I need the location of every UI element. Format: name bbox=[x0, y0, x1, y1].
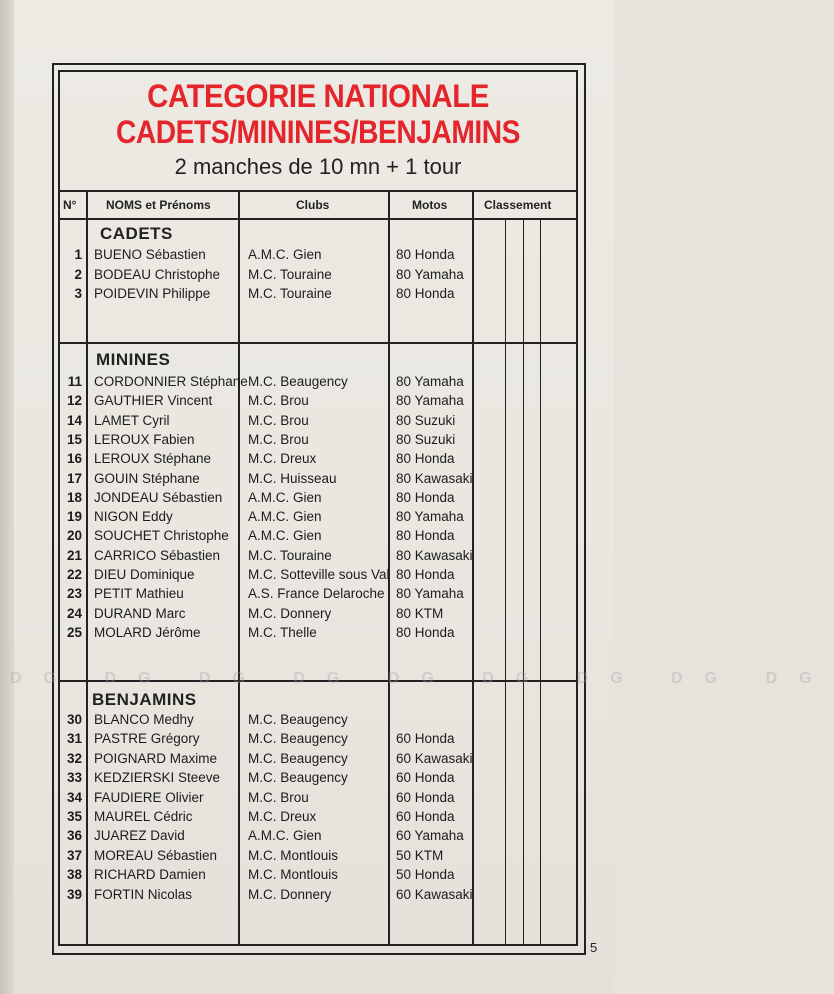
club-name: A.S. France Delaroche bbox=[248, 586, 385, 602]
rider-number: 16 bbox=[66, 451, 82, 467]
rider-name: PASTRE Grégory bbox=[94, 731, 200, 747]
table-row bbox=[58, 548, 478, 568]
rider-number: 25 bbox=[66, 624, 82, 640]
table-top-rule bbox=[58, 190, 578, 192]
club-name: A.M.C. Gien bbox=[248, 509, 322, 525]
rider-number: 37 bbox=[66, 847, 82, 863]
rider-number: 17 bbox=[66, 470, 82, 486]
motorcycle: 80 Honda bbox=[396, 528, 455, 544]
race-format-subtitle: 2 manches de 10 mn + 1 tour bbox=[174, 154, 462, 179]
header-names: NOMS et Prénoms bbox=[106, 198, 211, 212]
section-title-cadets: CADETS bbox=[100, 224, 173, 243]
club-name: M.C. Thelle bbox=[248, 624, 317, 640]
rider-name: LAMET Cyril bbox=[94, 412, 170, 428]
club-name: A.M.C. Gien bbox=[248, 489, 322, 505]
col-divider-rank-2 bbox=[523, 218, 524, 946]
rider-number: 38 bbox=[66, 867, 82, 883]
table-row bbox=[58, 567, 478, 587]
table-row bbox=[58, 432, 478, 452]
rider-number: 36 bbox=[66, 828, 82, 844]
table-row bbox=[58, 374, 478, 394]
club-name: M.C. Brou bbox=[248, 431, 309, 447]
table-row bbox=[58, 451, 478, 471]
rider-name: DIEU Dominique bbox=[94, 567, 195, 582]
rider-name: RICHARD Damien bbox=[94, 867, 206, 883]
table-row bbox=[58, 848, 478, 868]
rider-name: LEROUX Fabien bbox=[94, 431, 195, 447]
rider-name: MOREAU Sébastien bbox=[94, 847, 218, 863]
header-ranking: Classement bbox=[484, 198, 552, 212]
rider-number: 12 bbox=[66, 393, 82, 409]
motorcycle: 60 Kawasaki bbox=[396, 886, 473, 902]
table-row bbox=[58, 625, 478, 645]
club-name: M.C. Beaugency bbox=[248, 750, 348, 766]
motorcycle: 80 Honda bbox=[396, 624, 455, 640]
rider-number: 31 bbox=[66, 731, 82, 747]
header-clubs: Clubs bbox=[296, 198, 330, 212]
motorcycle: 80 Yamaha bbox=[396, 374, 464, 389]
motorcycle: 80 Yamaha bbox=[396, 393, 464, 409]
table-row bbox=[58, 247, 478, 267]
rider-number: 15 bbox=[66, 431, 82, 447]
motorcycle: 80 Honda bbox=[396, 489, 455, 505]
header-motos: Motos bbox=[412, 198, 448, 212]
motorcycle: 50 KTM bbox=[396, 847, 444, 863]
table-row bbox=[58, 809, 478, 829]
rider-number: 33 bbox=[66, 770, 82, 786]
table-row bbox=[58, 267, 478, 287]
table-row bbox=[58, 286, 478, 306]
rider-number: 14 bbox=[66, 412, 82, 428]
rider-name: POIDEVIN Philippe bbox=[94, 286, 211, 301]
table-row bbox=[58, 393, 478, 413]
table-row bbox=[58, 790, 478, 810]
rider-number: 34 bbox=[66, 789, 82, 805]
rider-name: DURAND Marc bbox=[94, 605, 186, 621]
motorcycle: 80 Yamaha bbox=[396, 586, 464, 602]
header-num: N° bbox=[63, 198, 77, 212]
rider-name: JONDEAU Sébastien bbox=[94, 489, 223, 505]
rider-number: 1 bbox=[74, 247, 82, 262]
rider-name: MAUREL Cédric bbox=[94, 809, 193, 824]
motorcycle: 80 Suzuki bbox=[396, 412, 456, 428]
motorcycle: 80 Suzuki bbox=[396, 431, 456, 447]
motorcycle: 80 Yamaha bbox=[396, 509, 464, 525]
table-row bbox=[58, 471, 478, 491]
club-name: M.C. Beaugency bbox=[248, 374, 348, 389]
club-name: M.C. Beaugency bbox=[248, 770, 348, 786]
rider-number: 19 bbox=[66, 509, 82, 525]
col-divider-rank-1 bbox=[505, 218, 506, 946]
club-name: M.C. Touraine bbox=[248, 266, 332, 282]
club-name: M.C. Donnery bbox=[248, 886, 332, 902]
section-title-minines: MININES bbox=[96, 350, 171, 369]
club-name: A.M.C. Gien bbox=[248, 247, 322, 262]
motorcycle: 80 Honda bbox=[396, 451, 455, 467]
table-row bbox=[58, 606, 478, 626]
motorcycle: 80 Kawasaki bbox=[396, 470, 473, 486]
table-row bbox=[58, 509, 478, 529]
table-row bbox=[58, 770, 478, 790]
club-name: M.C. Touraine bbox=[248, 286, 332, 301]
motorcycle: 80 KTM bbox=[396, 605, 444, 621]
section-divider-minines bbox=[58, 342, 578, 344]
motorcycle: 60 Honda bbox=[396, 789, 455, 805]
rider-number: 11 bbox=[67, 374, 82, 389]
rider-number: 3 bbox=[74, 286, 82, 301]
motorcycle: 80 Yamaha bbox=[396, 266, 464, 282]
club-name: M.C. Montlouis bbox=[248, 867, 339, 883]
club-name: M.C. Sotteville sous Val bbox=[248, 567, 390, 582]
rider-name: FORTIN Nicolas bbox=[94, 886, 193, 902]
rider-number: 18 bbox=[66, 489, 82, 505]
rider-number: 21 bbox=[66, 547, 82, 563]
table-header-rule bbox=[58, 218, 578, 220]
rider-number: 32 bbox=[66, 750, 82, 766]
rider-number: 23 bbox=[66, 586, 82, 602]
title-line-1: CATEGORIE NATIONALE bbox=[147, 78, 489, 114]
club-name: M.C. Donnery bbox=[248, 605, 332, 621]
rider-name: CORDONNIER Stéphane bbox=[94, 374, 248, 389]
rider-number: 24 bbox=[66, 605, 82, 621]
motorcycle: 80 Honda bbox=[396, 567, 455, 582]
table-row bbox=[58, 731, 478, 751]
rider-name: FAUDIERE Olivier bbox=[94, 789, 204, 805]
motorcycle: 60 Honda bbox=[396, 809, 455, 824]
table-row bbox=[58, 490, 478, 510]
rider-number: 35 bbox=[66, 809, 82, 824]
club-name: M.C. Huisseau bbox=[248, 470, 337, 486]
table-row bbox=[58, 528, 478, 548]
rider-name: GAUTHIER Vincent bbox=[94, 393, 213, 409]
club-name: A.M.C. Gien bbox=[248, 828, 322, 844]
page-binding-edge bbox=[0, 0, 14, 994]
club-name: M.C. Beaugency bbox=[248, 731, 348, 747]
club-name: M.C. Brou bbox=[248, 393, 309, 409]
club-name: M.C. Dreux bbox=[248, 809, 317, 824]
club-name: M.C. Beaugency bbox=[248, 712, 348, 727]
table-row bbox=[58, 887, 478, 907]
rider-name: PETIT Mathieu bbox=[94, 586, 184, 602]
rider-number: 30 bbox=[66, 712, 82, 727]
club-name: M.C. Montlouis bbox=[248, 847, 339, 863]
rider-name: BUENO Sébastien bbox=[94, 247, 206, 262]
watermark: DG DG DG DG DG DG DG DG DG bbox=[10, 670, 834, 687]
rider-name: BODEAU Christophe bbox=[94, 266, 221, 282]
section-title-benjamins: BENJAMINS bbox=[92, 690, 197, 709]
motorcycle: 80 Kawasaki bbox=[396, 547, 473, 563]
rider-name: MOLARD Jérôme bbox=[94, 624, 201, 640]
rider-name: POIGNARD Maxime bbox=[94, 750, 218, 766]
motorcycle: 60 Kawasaki bbox=[396, 750, 473, 766]
motorcycle: 80 Honda bbox=[396, 247, 455, 262]
motorcycle: 50 Honda bbox=[396, 867, 455, 883]
motorcycle: 60 Honda bbox=[396, 731, 455, 747]
rider-name: GOUIN Stéphane bbox=[94, 470, 200, 486]
club-name: M.C. Touraine bbox=[248, 547, 332, 563]
table-row bbox=[58, 751, 478, 771]
club-name: A.M.C. Gien bbox=[248, 528, 322, 544]
rider-number: 20 bbox=[66, 528, 82, 544]
club-name: M.C. Dreux bbox=[248, 451, 317, 467]
motorcycle: 80 Honda bbox=[396, 286, 455, 301]
rider-name: JUAREZ David bbox=[94, 828, 185, 844]
rider-number: 2 bbox=[74, 266, 82, 282]
club-name: M.C. Brou bbox=[248, 412, 309, 428]
rider-number: 39 bbox=[66, 886, 82, 902]
rider-name: LEROUX Stéphane bbox=[94, 451, 212, 467]
col-divider-rank-3 bbox=[540, 218, 541, 946]
table-row bbox=[58, 586, 478, 606]
rider-name: BLANCO Medhy bbox=[94, 712, 194, 727]
table-row bbox=[58, 413, 478, 433]
motorcycle: 60 Honda bbox=[396, 770, 455, 786]
rider-name: KEDZIERSKI Steeve bbox=[94, 770, 221, 786]
rider-number: 22 bbox=[66, 567, 82, 582]
title-line-2: CADETS/MININES/BENJAMINS bbox=[115, 114, 521, 150]
rider-name: SOUCHET Christophe bbox=[94, 528, 229, 544]
rider-name: NIGON Eddy bbox=[94, 509, 173, 525]
table-row bbox=[58, 867, 478, 887]
motorcycle: 60 Yamaha bbox=[396, 828, 464, 844]
page-number: 5 bbox=[590, 940, 598, 955]
table-row bbox=[58, 828, 478, 848]
rider-name: CARRICO Sébastien bbox=[94, 547, 221, 563]
club-name: M.C. Brou bbox=[248, 789, 309, 805]
